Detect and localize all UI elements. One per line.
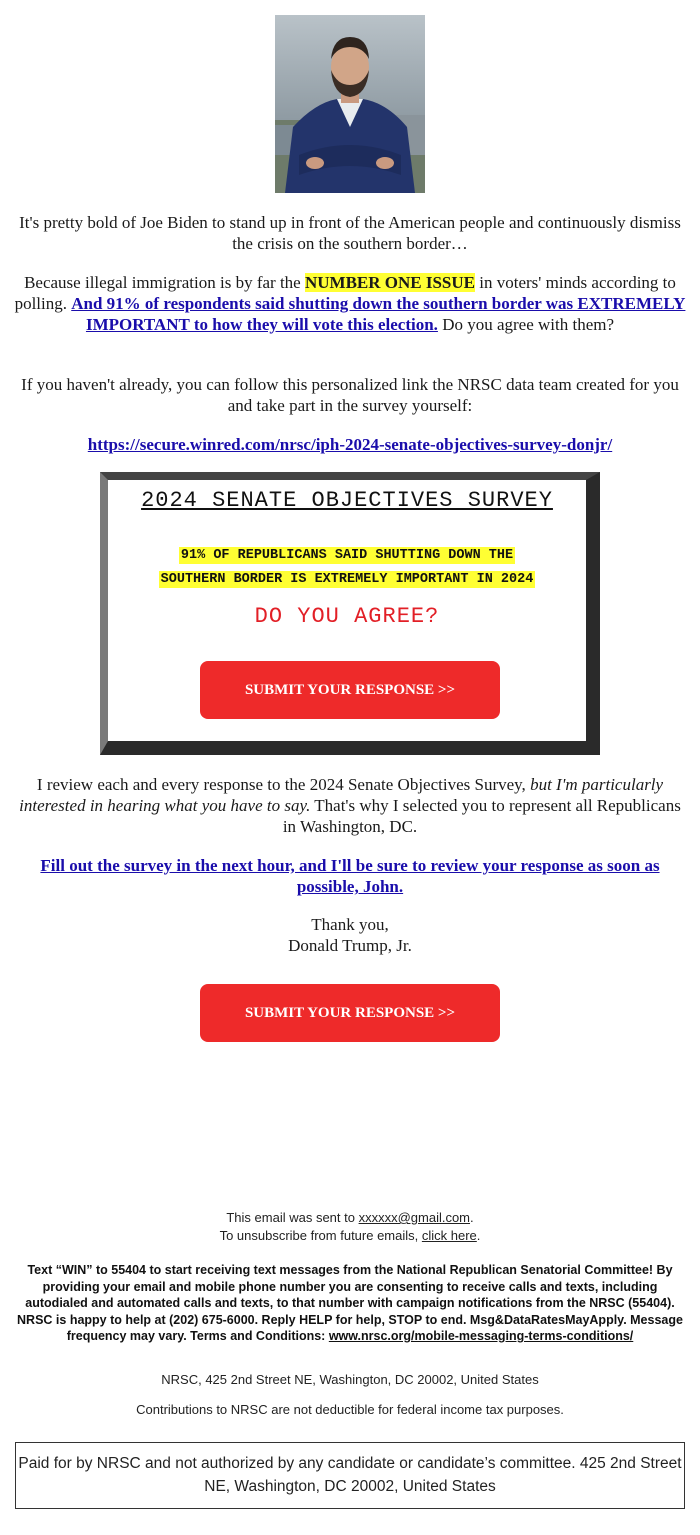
signoff-name: Donald Trump, Jr. xyxy=(288,936,412,955)
recipient-email-link[interactable]: xxxxxx@gmail.com xyxy=(358,1210,471,1225)
number-one-issue-highlight: NUMBER ONE ISSUE xyxy=(304,273,476,292)
submit-response-button-2[interactable]: SUBMIT YOUR RESPONSE >> xyxy=(200,984,500,1042)
intro-paragraph: It's pretty bold of Joe Biden to stand up in front of the American people and continuously dismiss the crisis on the southern border… xyxy=(19,213,681,253)
paid-for-disclaimer-box xyxy=(15,1442,685,1509)
footer-address: NRSC, 425 2nd Street NE, Washington, DC 20002, United States xyxy=(161,1372,539,1387)
personalized-link-paragraph: If you haven't already, you can follow this personalized link the NRSC data team created for you and take part in the survey yourself: xyxy=(21,375,679,415)
survey-url-link[interactable]: https://secure.winred.com/nrsc/iph-2024-senate-objectives-survey-donjr/ xyxy=(87,435,613,454)
survey-subtitle xyxy=(108,544,586,592)
review-paragraph xyxy=(14,774,686,837)
survey-question: DO YOU AGREE? xyxy=(254,604,440,629)
submit-response-button[interactable]: SUBMIT YOUR RESPONSE >> xyxy=(200,661,500,719)
signoff-thanks: Thank you, xyxy=(311,915,389,934)
polling-text-post: Do you agree with them? xyxy=(437,315,615,334)
review-text-post: That's why I selected you to represent all Republicans in Washington, DC. xyxy=(282,796,681,836)
fill-out-survey-link[interactable]: Fill out the survey in the next hour, and I'll be sure to review your response as soon as possible, John. xyxy=(40,856,660,896)
survey-banner[interactable] xyxy=(100,472,600,755)
unsubscribe-period: . xyxy=(476,1228,481,1243)
survey-url-line xyxy=(14,434,686,455)
sent-to-text: This email was sent to xyxy=(226,1210,359,1225)
terms-conditions-link[interactable]: www.nrsc.org/mobile-messaging-terms-conditions/ xyxy=(328,1329,634,1343)
sent-to-period: . xyxy=(470,1210,474,1225)
polling-text-mid: in voters' minds according to polling. xyxy=(14,273,676,313)
survey-title: 2024 SENATE OBJECTIVES SURVEY xyxy=(141,488,553,513)
review-text-pre: I review each and every response to the 2024 Senate Objectives Survey, xyxy=(36,775,531,794)
unsubscribe-text: To unsubscribe from future emails, xyxy=(219,1228,422,1243)
portrait-image xyxy=(275,15,425,193)
portrait-photo xyxy=(275,15,425,193)
survey-subtitle-line1: 91% OF REPUBLICANS SAID SHUTTING DOWN THE xyxy=(180,548,514,563)
survey-subtitle-line2: SOUTHERN BORDER IS EXTREMELY IMPORTANT IN 2024 xyxy=(160,572,534,587)
signoff xyxy=(14,914,686,956)
footer-sent-to xyxy=(14,1209,686,1245)
tax-disclaimer: Contributions to NRSC are not deductible for federal income tax purposes. xyxy=(136,1402,564,1417)
sms-legal-body: Text “WIN” to 55404 to start receiving text messages from the National Republican Senatorial Committee! By providing your email and mobile phone number you are consenting to receive calls and texts, including autodialed and automated calls and texts, to that number with campaign notifications from the NRSC (55404). NRSC is happy to help at (202) 675-6000. Reply HELP for help, STOP to end. Msg&DataRatesMayApply. Message frequency may vary. Terms and Conditions: xyxy=(17,1263,683,1343)
polling-paragraph xyxy=(14,272,686,335)
deadline-paragraph xyxy=(14,855,686,897)
polling-stat-link[interactable]: And 91% of respondents said shutting down the southern border was EXTREMELY IMPORTANT to how they will vote this election. xyxy=(71,294,686,334)
paid-for-text: Paid for by NRSC and not authorized by any candidate or candidate’s committee. 425 2nd Street NE, Washington, DC 20002, United States xyxy=(18,1455,682,1495)
sms-legal-text xyxy=(14,1262,686,1345)
review-text-italic: but I'm particularly interested in hearing what you have to say. xyxy=(19,775,664,815)
unsubscribe-link[interactable]: click here xyxy=(421,1228,477,1243)
polling-text-pre: Because illegal immigration is by far the xyxy=(24,273,305,292)
